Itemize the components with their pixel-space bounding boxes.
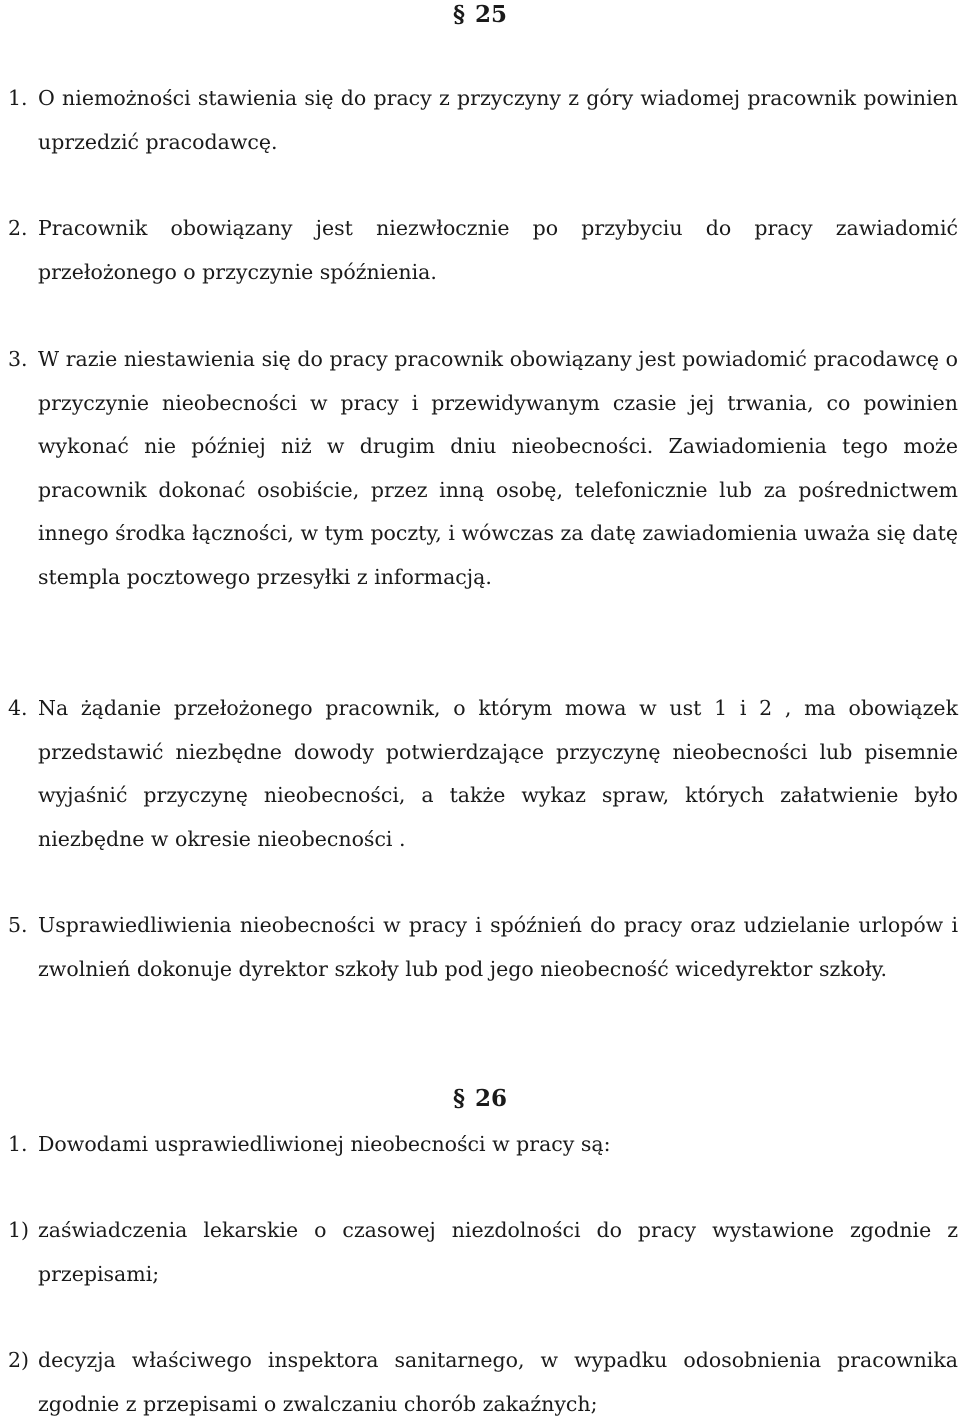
paragraph-sign: § xyxy=(452,1085,465,1112)
item-text: Dowodami usprawiedliwionej nieobecności w pracy są: xyxy=(38,1132,611,1156)
item-text: Na żądanie przełożonego pracownik, o którym mowa w ust 1 i 2 , ma obowiązek przedstawić niezbędne dowody potwierdzające przyczynę nieobecności lub pisemnie wyjaśnić przyczynę nieobecności, a także wykaz spraw, których załatwienie było niezbędne w okresie nieobecności . xyxy=(38,696,958,851)
item-text: decyzja właściwego inspektora sanitarnego, w wypadku odosobnienia pracownika zgodnie z przepisami o zwalczaniu chorób zakaźnych; xyxy=(38,1348,958,1416)
list-item xyxy=(8,1123,958,1167)
list-item xyxy=(8,207,958,294)
list-item xyxy=(8,77,958,164)
item-number: 1) xyxy=(8,1218,30,1242)
section-heading-25 xyxy=(0,0,960,35)
paragraph-sign: § xyxy=(452,1,465,28)
item-number: 4. xyxy=(8,696,28,720)
list-item xyxy=(8,1209,958,1296)
item-number: 5. xyxy=(8,913,28,937)
section-number: 25 xyxy=(475,1,508,28)
item-number: 2) xyxy=(8,1348,30,1372)
item-number: 3. xyxy=(8,347,28,371)
item-number: 1. xyxy=(8,86,28,110)
list-item xyxy=(8,338,958,600)
list-item xyxy=(8,1339,958,1426)
item-number: 1. xyxy=(8,1132,28,1156)
item-text: zaświadczenia lekarskie o czasowej niezdolności do pracy wystawione zgodnie z przepisami; xyxy=(38,1218,958,1286)
list-item xyxy=(8,904,958,991)
item-text: W razie niestawienia się do pracy pracownik obowiązany jest powiadomić pracodawcę o przyczynie nieobecności w pracy i przewidywanym czasie jej trwania, co powinien wykonać nie później niż w drugim dniu nieobecności. Zawiadomienia tego może pracownik dokonać osobiście, przez inną osobę, telefonicznie lub za pośrednictwem innego środka łączności, w tym poczty, i wówczas za datę zawiadomienia uważa się datę stempla pocztowego przesyłki z informacją. xyxy=(38,347,958,589)
section-heading-26 xyxy=(0,1079,960,1119)
list-item xyxy=(8,687,958,861)
item-number: 2. xyxy=(8,216,28,240)
section-number: 26 xyxy=(475,1085,508,1112)
item-text: Usprawiedliwienia nieobecności w pracy i spóźnień do pracy oraz udzielanie urlopów i zwolnień dokonuje dyrektor szkoły lub pod jego nieobecność wicedyrektor szkoły. xyxy=(38,913,958,981)
item-text: O niemożności stawienia się do pracy z przyczyny z góry wiadomej pracownik powinien uprzedzić pracodawcę. xyxy=(38,86,958,154)
item-text: Pracownik obowiązany jest niezwłocznie po przybyciu do pracy zawiadomić przełożonego o przyczynie spóźnienia. xyxy=(38,216,958,284)
